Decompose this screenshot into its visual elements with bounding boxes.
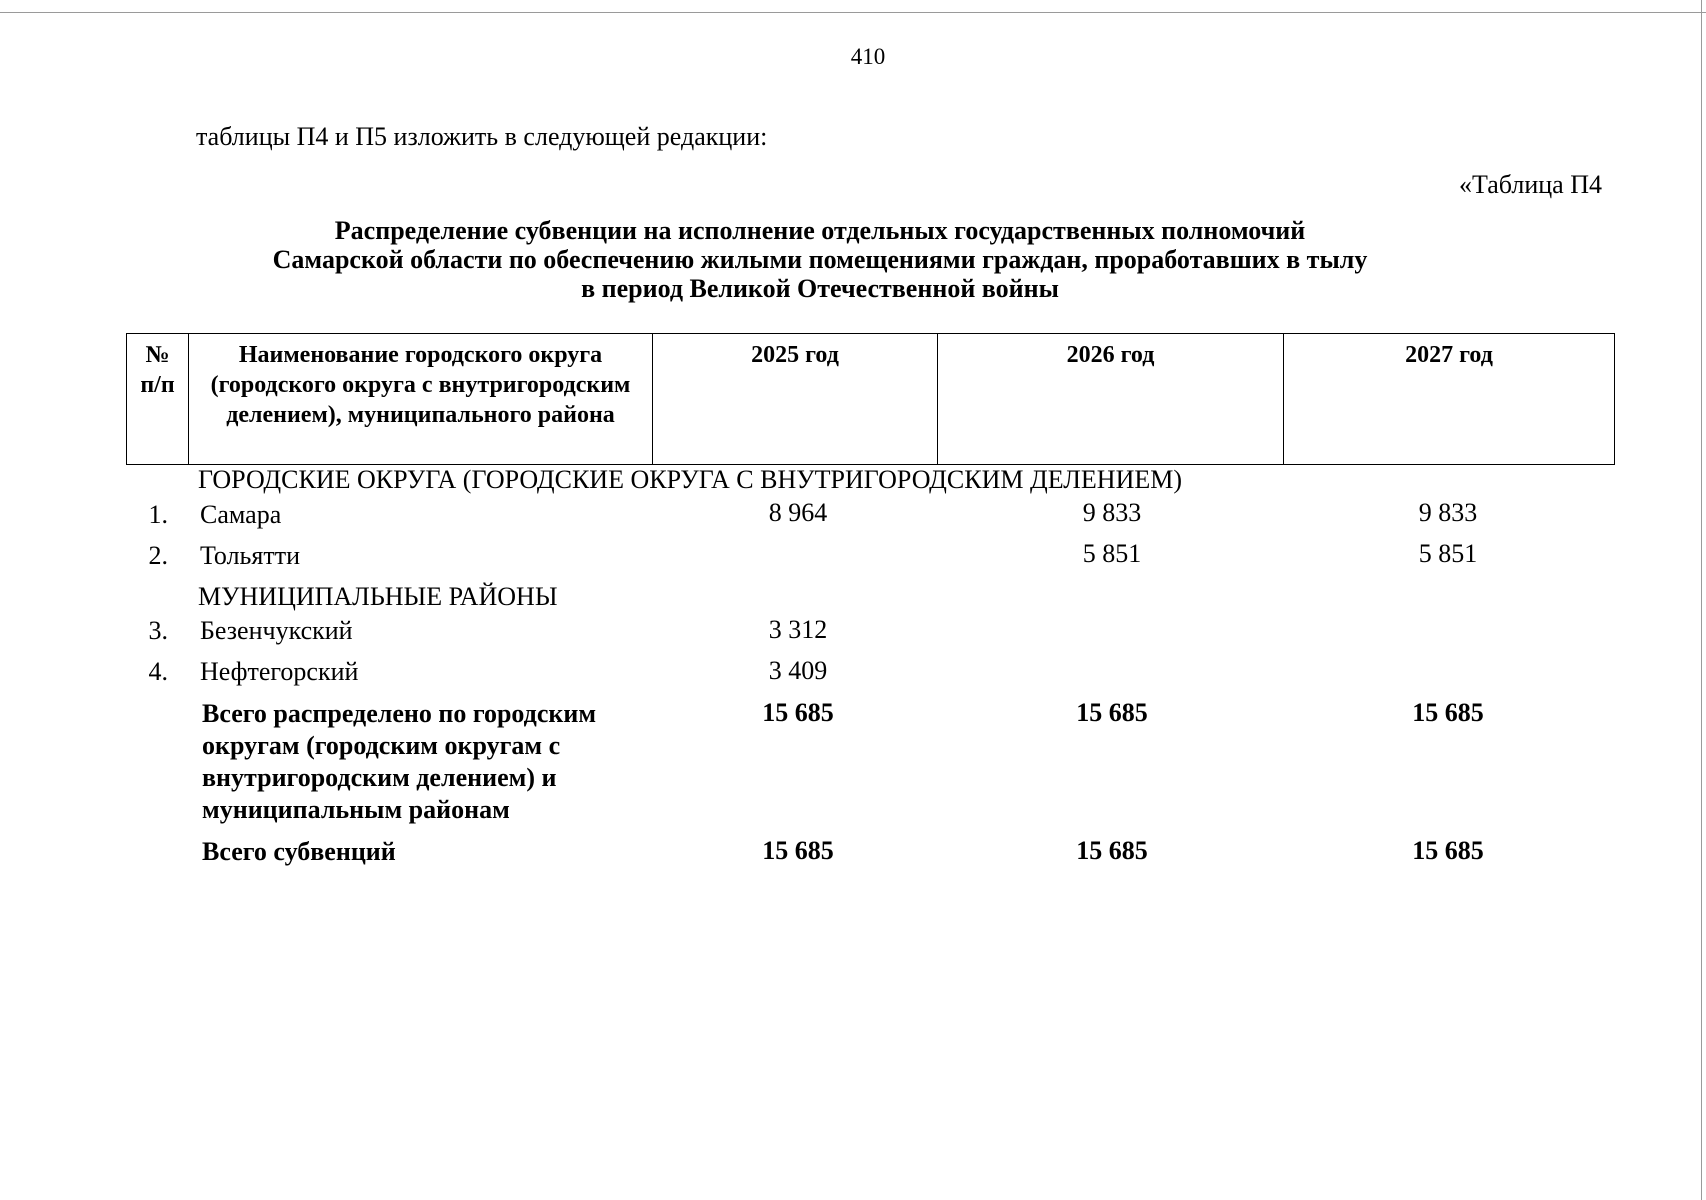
total-2027: 15 685 — [1412, 836, 1484, 865]
row-name: Нефтегорский — [200, 657, 359, 686]
total-distributed-2026: 15 685 — [1076, 698, 1148, 727]
total-distributed-label: Всего распределено по городским округам (городским округам с внутригородским делением) и муниципальным районам — [202, 699, 597, 824]
page-number: 410 — [850, 44, 886, 69]
row-name: Безенчукский — [200, 616, 353, 645]
row-value-2026: 9 833 — [1082, 498, 1142, 527]
table-label: «Таблица П4 — [1459, 170, 1602, 199]
total-2025: 15 685 — [762, 836, 834, 865]
row-value-2027: 5 851 — [1418, 539, 1478, 568]
row-number: 3. — [148, 616, 168, 645]
title-line: Распределение субвенции на исполнение отдельных государственных полномочий — [334, 216, 1306, 245]
table-header — [126, 333, 1615, 465]
total-2026: 15 685 — [1076, 836, 1148, 865]
table-title — [230, 216, 1410, 303]
row-name: Тольятти — [200, 541, 301, 570]
row-value-2025: 8 964 — [768, 498, 828, 527]
header-2026: 2026 год — [938, 334, 1284, 465]
row-value-2025: 3 409 — [768, 656, 828, 685]
total-label: Всего субвенций — [202, 837, 396, 866]
row-value-2025: 3 312 — [768, 615, 828, 644]
row-value-2026: 5 851 — [1082, 539, 1142, 568]
row-value-2027: 9 833 — [1418, 498, 1478, 527]
row-number: 4. — [148, 657, 168, 686]
title-line: Самарской области по обеспечению жилыми помещениями граждан, проработавших в тылу — [272, 245, 1368, 274]
scan-edge-top — [0, 12, 1706, 13]
header-num: № п/п — [127, 334, 189, 465]
header-2027: 2027 год — [1284, 334, 1615, 465]
scan-edge-right — [1701, 0, 1702, 1200]
row-name: Самара — [200, 500, 282, 529]
total-distributed-2025: 15 685 — [762, 698, 834, 727]
total-distributed-2027: 15 685 — [1412, 698, 1484, 727]
header-2025: 2025 год — [653, 334, 938, 465]
section-heading-urban: ГОРОДСКИЕ ОКРУГА (ГОРОДСКИЕ ОКРУГА С ВНУТРИГОРОДСКИМ ДЕЛЕНИЕМ) — [198, 465, 1183, 494]
intro-text: таблицы П4 и П5 изложить в следующей редакции: — [196, 122, 768, 151]
row-number: 2. — [148, 541, 168, 570]
row-number: 1. — [148, 500, 168, 529]
section-heading-districts: МУНИЦИПАЛЬНЫЕ РАЙОНЫ — [198, 582, 558, 611]
header-name: Наименование городского округа (городского округа с внутригородским делением), муниципального района — [189, 334, 653, 465]
title-line: в период Великой Отечественной войны — [581, 274, 1059, 303]
